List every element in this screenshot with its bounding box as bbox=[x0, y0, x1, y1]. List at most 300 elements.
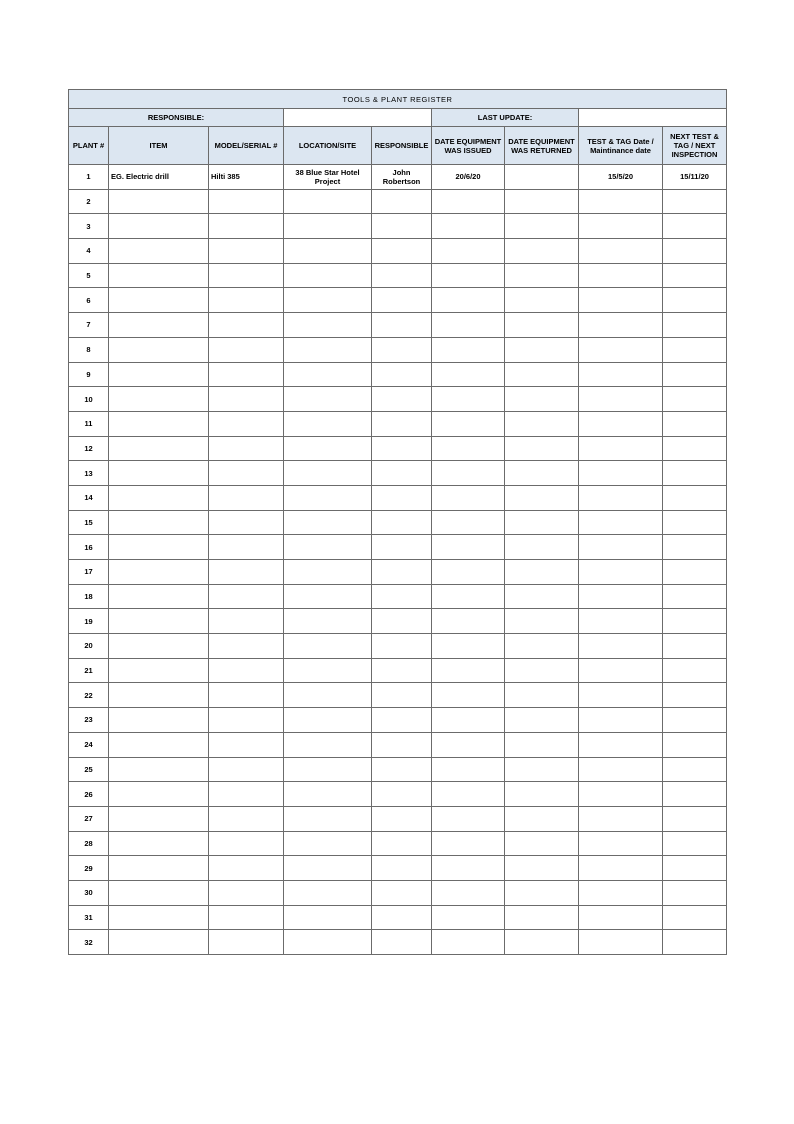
date-issued-cell[interactable] bbox=[432, 313, 505, 338]
next-inspection-cell[interactable] bbox=[663, 485, 727, 510]
test-tag-date-cell[interactable] bbox=[579, 806, 663, 831]
item-cell[interactable] bbox=[109, 831, 209, 856]
location-site-cell[interactable] bbox=[284, 387, 372, 412]
next-inspection-cell[interactable] bbox=[663, 584, 727, 609]
date-returned-cell[interactable] bbox=[505, 510, 579, 535]
table-row bbox=[69, 436, 727, 461]
item-cell[interactable] bbox=[109, 288, 209, 313]
plant-number-cell: 5 bbox=[69, 263, 109, 288]
date-issued-cell[interactable] bbox=[432, 732, 505, 757]
date-returned-cell[interactable] bbox=[505, 239, 579, 264]
model-serial-cell[interactable] bbox=[209, 856, 284, 881]
responsible-cell[interactable] bbox=[372, 288, 432, 313]
item-cell[interactable] bbox=[109, 658, 209, 683]
model-serial-cell[interactable] bbox=[209, 411, 284, 436]
model-serial-cell[interactable] bbox=[209, 461, 284, 486]
register-title: TOOLS & PLANT REGISTER bbox=[69, 90, 727, 109]
date-issued-cell[interactable] bbox=[432, 263, 505, 288]
column-header-date-returned: DATE EQUIPMENT WAS RETURNED bbox=[505, 127, 579, 165]
next-inspection-cell[interactable] bbox=[663, 313, 727, 338]
next-inspection-cell[interactable]: 15/11/20 bbox=[663, 165, 727, 190]
date-returned-cell[interactable] bbox=[505, 930, 579, 955]
item-cell[interactable] bbox=[109, 411, 209, 436]
plant-number-cell: 15 bbox=[69, 510, 109, 535]
test-tag-date-cell[interactable] bbox=[579, 362, 663, 387]
date-returned-cell[interactable] bbox=[505, 831, 579, 856]
responsible-cell[interactable] bbox=[372, 880, 432, 905]
date-issued-cell[interactable] bbox=[432, 806, 505, 831]
date-returned-cell[interactable] bbox=[505, 313, 579, 338]
test-tag-date-cell[interactable] bbox=[579, 288, 663, 313]
item-cell[interactable] bbox=[109, 609, 209, 634]
test-tag-date-cell[interactable] bbox=[579, 436, 663, 461]
date-issued-cell[interactable] bbox=[432, 387, 505, 412]
responsible-cell[interactable] bbox=[372, 362, 432, 387]
date-issued-cell[interactable] bbox=[432, 880, 505, 905]
date-returned-cell[interactable] bbox=[505, 658, 579, 683]
item-cell[interactable]: EG. Electric drill bbox=[109, 165, 209, 190]
date-issued-cell[interactable] bbox=[432, 239, 505, 264]
model-serial-cell[interactable] bbox=[209, 708, 284, 733]
next-inspection-cell[interactable] bbox=[663, 288, 727, 313]
model-serial-cell[interactable] bbox=[209, 831, 284, 856]
responsible-cell[interactable] bbox=[372, 461, 432, 486]
plant-number-cell: 26 bbox=[69, 782, 109, 807]
location-site-cell[interactable] bbox=[284, 535, 372, 560]
location-site-cell[interactable] bbox=[284, 560, 372, 585]
responsible-cell[interactable]: John Robertson bbox=[372, 165, 432, 190]
responsible-cell[interactable] bbox=[372, 609, 432, 634]
table-row bbox=[69, 831, 727, 856]
responsible-cell[interactable] bbox=[372, 708, 432, 733]
test-tag-date-cell[interactable] bbox=[579, 337, 663, 362]
plant-number-cell: 6 bbox=[69, 288, 109, 313]
model-serial-cell[interactable] bbox=[209, 189, 284, 214]
next-inspection-cell[interactable] bbox=[663, 930, 727, 955]
date-returned-cell[interactable] bbox=[505, 683, 579, 708]
model-serial-cell[interactable] bbox=[209, 288, 284, 313]
model-serial-cell[interactable] bbox=[209, 658, 284, 683]
table-row bbox=[69, 609, 727, 634]
plant-number-cell: 22 bbox=[69, 683, 109, 708]
model-serial-cell[interactable]: Hilti 385 bbox=[209, 165, 284, 190]
location-site-cell[interactable] bbox=[284, 288, 372, 313]
date-returned-cell[interactable] bbox=[505, 263, 579, 288]
next-inspection-cell[interactable] bbox=[663, 189, 727, 214]
model-serial-cell[interactable] bbox=[209, 362, 284, 387]
date-returned-cell[interactable] bbox=[505, 535, 579, 560]
model-serial-cell[interactable] bbox=[209, 806, 284, 831]
responsible-cell[interactable] bbox=[372, 436, 432, 461]
next-inspection-cell[interactable] bbox=[663, 411, 727, 436]
test-tag-date-cell[interactable] bbox=[579, 510, 663, 535]
next-inspection-cell[interactable] bbox=[663, 658, 727, 683]
next-inspection-cell[interactable] bbox=[663, 387, 727, 412]
item-cell[interactable] bbox=[109, 782, 209, 807]
next-inspection-cell[interactable] bbox=[663, 239, 727, 264]
item-cell[interactable] bbox=[109, 584, 209, 609]
date-returned-cell[interactable] bbox=[505, 609, 579, 634]
next-inspection-cell[interactable] bbox=[663, 436, 727, 461]
test-tag-date-cell[interactable] bbox=[579, 461, 663, 486]
date-returned-cell[interactable] bbox=[505, 165, 579, 190]
model-serial-cell[interactable] bbox=[209, 337, 284, 362]
date-issued-cell[interactable] bbox=[432, 485, 505, 510]
item-cell[interactable] bbox=[109, 560, 209, 585]
date-issued-cell[interactable] bbox=[432, 461, 505, 486]
location-site-cell[interactable] bbox=[284, 634, 372, 659]
test-tag-date-cell[interactable] bbox=[579, 683, 663, 708]
date-returned-cell[interactable] bbox=[505, 214, 579, 239]
test-tag-date-cell[interactable]: 15/5/20 bbox=[579, 165, 663, 190]
location-site-cell[interactable] bbox=[284, 609, 372, 634]
test-tag-date-cell[interactable] bbox=[579, 560, 663, 585]
location-site-cell[interactable] bbox=[284, 757, 372, 782]
next-inspection-cell[interactable] bbox=[663, 831, 727, 856]
responsible-cell[interactable] bbox=[372, 634, 432, 659]
location-site-cell[interactable] bbox=[284, 831, 372, 856]
next-inspection-cell[interactable] bbox=[663, 214, 727, 239]
plant-number-cell: 3 bbox=[69, 214, 109, 239]
responsible-cell[interactable] bbox=[372, 337, 432, 362]
location-site-cell[interactable] bbox=[284, 239, 372, 264]
location-site-cell[interactable] bbox=[284, 905, 372, 930]
date-issued-cell[interactable] bbox=[432, 362, 505, 387]
test-tag-date-cell[interactable] bbox=[579, 313, 663, 338]
model-serial-cell[interactable] bbox=[209, 387, 284, 412]
test-tag-date-cell[interactable] bbox=[579, 189, 663, 214]
date-returned-cell[interactable] bbox=[505, 732, 579, 757]
responsible-cell[interactable] bbox=[372, 683, 432, 708]
date-issued-cell[interactable] bbox=[432, 831, 505, 856]
responsible-cell[interactable] bbox=[372, 411, 432, 436]
date-returned-cell[interactable] bbox=[505, 905, 579, 930]
test-tag-date-cell[interactable] bbox=[579, 732, 663, 757]
location-site-cell[interactable] bbox=[284, 337, 372, 362]
responsible-cell[interactable] bbox=[372, 313, 432, 338]
item-cell[interactable] bbox=[109, 313, 209, 338]
test-tag-date-cell[interactable] bbox=[579, 387, 663, 412]
date-returned-cell[interactable] bbox=[505, 436, 579, 461]
date-returned-cell[interactable] bbox=[505, 189, 579, 214]
location-site-cell[interactable] bbox=[284, 263, 372, 288]
date-returned-cell[interactable] bbox=[505, 337, 579, 362]
test-tag-date-cell[interactable] bbox=[579, 757, 663, 782]
item-cell[interactable] bbox=[109, 214, 209, 239]
date-issued-cell[interactable] bbox=[432, 560, 505, 585]
column-header-test-tag-date: TEST & TAG Date / Maintinance date bbox=[579, 127, 663, 165]
item-cell[interactable] bbox=[109, 732, 209, 757]
date-issued-cell[interactable] bbox=[432, 609, 505, 634]
column-header-plant: PLANT # bbox=[69, 127, 109, 165]
item-cell[interactable] bbox=[109, 510, 209, 535]
model-serial-cell[interactable] bbox=[209, 683, 284, 708]
location-site-cell[interactable] bbox=[284, 658, 372, 683]
responsible-cell[interactable] bbox=[372, 782, 432, 807]
date-returned-cell[interactable] bbox=[505, 708, 579, 733]
date-returned-cell[interactable] bbox=[505, 584, 579, 609]
item-cell[interactable] bbox=[109, 930, 209, 955]
location-site-cell[interactable] bbox=[284, 930, 372, 955]
plant-number-cell: 17 bbox=[69, 560, 109, 585]
test-tag-date-cell[interactable] bbox=[579, 930, 663, 955]
table-row bbox=[69, 658, 727, 683]
test-tag-date-cell[interactable] bbox=[579, 411, 663, 436]
next-inspection-cell[interactable] bbox=[663, 362, 727, 387]
next-inspection-cell[interactable] bbox=[663, 905, 727, 930]
model-serial-cell[interactable] bbox=[209, 560, 284, 585]
table-row bbox=[69, 634, 727, 659]
responsible-cell[interactable] bbox=[372, 560, 432, 585]
table-row bbox=[69, 362, 727, 387]
next-inspection-cell[interactable] bbox=[663, 782, 727, 807]
responsible-cell[interactable] bbox=[372, 485, 432, 510]
location-site-cell[interactable] bbox=[284, 732, 372, 757]
date-returned-cell[interactable] bbox=[505, 362, 579, 387]
item-cell[interactable] bbox=[109, 387, 209, 412]
last-update-field[interactable] bbox=[579, 109, 727, 127]
next-inspection-cell[interactable] bbox=[663, 806, 727, 831]
test-tag-date-cell[interactable] bbox=[579, 239, 663, 264]
item-cell[interactable] bbox=[109, 535, 209, 560]
model-serial-cell[interactable] bbox=[209, 239, 284, 264]
plant-number-cell: 14 bbox=[69, 485, 109, 510]
test-tag-date-cell[interactable] bbox=[579, 905, 663, 930]
item-cell[interactable] bbox=[109, 485, 209, 510]
model-serial-cell[interactable] bbox=[209, 732, 284, 757]
test-tag-date-cell[interactable] bbox=[579, 584, 663, 609]
test-tag-date-cell[interactable] bbox=[579, 658, 663, 683]
location-site-cell[interactable] bbox=[284, 708, 372, 733]
date-issued-cell[interactable] bbox=[432, 782, 505, 807]
location-site-cell[interactable] bbox=[284, 856, 372, 881]
location-site-cell[interactable] bbox=[284, 584, 372, 609]
date-issued-cell[interactable] bbox=[432, 905, 505, 930]
last-update-label: LAST UPDATE: bbox=[432, 109, 579, 127]
date-issued-cell[interactable] bbox=[432, 535, 505, 560]
item-cell[interactable] bbox=[109, 436, 209, 461]
test-tag-date-cell[interactable] bbox=[579, 856, 663, 881]
date-issued-cell[interactable] bbox=[432, 189, 505, 214]
item-cell[interactable] bbox=[109, 461, 209, 486]
tools-plant-register-table bbox=[68, 89, 727, 955]
date-issued-cell[interactable] bbox=[432, 510, 505, 535]
next-inspection-cell[interactable] bbox=[663, 263, 727, 288]
date-issued-cell[interactable]: 20/6/20 bbox=[432, 165, 505, 190]
responsible-cell[interactable] bbox=[372, 189, 432, 214]
plant-number-cell: 1 bbox=[69, 165, 109, 190]
next-inspection-cell[interactable] bbox=[663, 732, 727, 757]
model-serial-cell[interactable] bbox=[209, 757, 284, 782]
location-site-cell[interactable] bbox=[284, 782, 372, 807]
responsible-cell[interactable] bbox=[372, 263, 432, 288]
location-site-cell[interactable] bbox=[284, 313, 372, 338]
model-serial-cell[interactable] bbox=[209, 535, 284, 560]
location-site-cell[interactable] bbox=[284, 436, 372, 461]
table-row bbox=[69, 239, 727, 264]
item-cell[interactable] bbox=[109, 263, 209, 288]
location-site-cell[interactable]: 38 Blue Star Hotel Project bbox=[284, 165, 372, 190]
item-cell[interactable] bbox=[109, 683, 209, 708]
date-issued-cell[interactable] bbox=[432, 214, 505, 239]
item-cell[interactable] bbox=[109, 880, 209, 905]
date-issued-cell[interactable] bbox=[432, 658, 505, 683]
plant-number-cell: 4 bbox=[69, 239, 109, 264]
item-cell[interactable] bbox=[109, 337, 209, 362]
date-returned-cell[interactable] bbox=[505, 560, 579, 585]
next-inspection-cell[interactable] bbox=[663, 560, 727, 585]
location-site-cell[interactable] bbox=[284, 189, 372, 214]
item-cell[interactable] bbox=[109, 757, 209, 782]
model-serial-cell[interactable] bbox=[209, 263, 284, 288]
table-row bbox=[69, 387, 727, 412]
responsible-cell[interactable] bbox=[372, 658, 432, 683]
test-tag-date-cell[interactable] bbox=[579, 214, 663, 239]
plant-number-cell: 21 bbox=[69, 658, 109, 683]
next-inspection-cell[interactable] bbox=[663, 609, 727, 634]
responsible-cell[interactable] bbox=[372, 510, 432, 535]
next-inspection-cell[interactable] bbox=[663, 535, 727, 560]
responsible-cell[interactable] bbox=[372, 584, 432, 609]
test-tag-date-cell[interactable] bbox=[579, 485, 663, 510]
date-returned-cell[interactable] bbox=[505, 880, 579, 905]
plant-number-cell: 9 bbox=[69, 362, 109, 387]
plant-number-cell: 31 bbox=[69, 905, 109, 930]
test-tag-date-cell[interactable] bbox=[579, 609, 663, 634]
responsible-cell[interactable] bbox=[372, 732, 432, 757]
model-serial-cell[interactable] bbox=[209, 880, 284, 905]
plant-number-cell: 11 bbox=[69, 411, 109, 436]
date-issued-cell[interactable] bbox=[432, 856, 505, 881]
item-cell[interactable] bbox=[109, 239, 209, 264]
table-row bbox=[69, 165, 727, 190]
responsible-cell[interactable] bbox=[372, 387, 432, 412]
table-row bbox=[69, 411, 727, 436]
responsible-cell[interactable] bbox=[372, 214, 432, 239]
test-tag-date-cell[interactable] bbox=[579, 708, 663, 733]
location-site-cell[interactable] bbox=[284, 214, 372, 239]
location-site-cell[interactable] bbox=[284, 411, 372, 436]
date-returned-cell[interactable] bbox=[505, 288, 579, 313]
column-header-next-inspection: NEXT TEST & TAG / NEXT INSPECTION bbox=[663, 127, 727, 165]
date-issued-cell[interactable] bbox=[432, 584, 505, 609]
location-site-cell[interactable] bbox=[284, 461, 372, 486]
responsible-cell[interactable] bbox=[372, 930, 432, 955]
item-cell[interactable] bbox=[109, 189, 209, 214]
table-row bbox=[69, 337, 727, 362]
model-serial-cell[interactable] bbox=[209, 609, 284, 634]
date-returned-cell[interactable] bbox=[505, 856, 579, 881]
plant-number-cell: 8 bbox=[69, 337, 109, 362]
plant-number-cell: 2 bbox=[69, 189, 109, 214]
date-issued-cell[interactable] bbox=[432, 436, 505, 461]
responsible-cell[interactable] bbox=[372, 905, 432, 930]
model-serial-cell[interactable] bbox=[209, 584, 284, 609]
date-issued-cell[interactable] bbox=[432, 634, 505, 659]
location-site-cell[interactable] bbox=[284, 362, 372, 387]
date-issued-cell[interactable] bbox=[432, 411, 505, 436]
test-tag-date-cell[interactable] bbox=[579, 263, 663, 288]
date-issued-cell[interactable] bbox=[432, 288, 505, 313]
test-tag-date-cell[interactable] bbox=[579, 535, 663, 560]
location-site-cell[interactable] bbox=[284, 683, 372, 708]
location-site-cell[interactable] bbox=[284, 510, 372, 535]
date-returned-cell[interactable] bbox=[505, 411, 579, 436]
responsible-cell[interactable] bbox=[372, 535, 432, 560]
location-site-cell[interactable] bbox=[284, 806, 372, 831]
next-inspection-cell[interactable] bbox=[663, 708, 727, 733]
item-cell[interactable] bbox=[109, 634, 209, 659]
next-inspection-cell[interactable] bbox=[663, 337, 727, 362]
next-inspection-cell[interactable] bbox=[663, 683, 727, 708]
location-site-cell[interactable] bbox=[284, 880, 372, 905]
table-row bbox=[69, 708, 727, 733]
responsible-cell[interactable] bbox=[372, 757, 432, 782]
model-serial-cell[interactable] bbox=[209, 214, 284, 239]
next-inspection-cell[interactable] bbox=[663, 634, 727, 659]
item-cell[interactable] bbox=[109, 856, 209, 881]
date-returned-cell[interactable] bbox=[505, 485, 579, 510]
date-returned-cell[interactable] bbox=[505, 806, 579, 831]
date-returned-cell[interactable] bbox=[505, 461, 579, 486]
plant-number-cell: 25 bbox=[69, 757, 109, 782]
model-serial-cell[interactable] bbox=[209, 782, 284, 807]
next-inspection-cell[interactable] bbox=[663, 856, 727, 881]
model-serial-cell[interactable] bbox=[209, 436, 284, 461]
plant-number-cell: 27 bbox=[69, 806, 109, 831]
model-serial-cell[interactable] bbox=[209, 905, 284, 930]
next-inspection-cell[interactable] bbox=[663, 880, 727, 905]
model-serial-cell[interactable] bbox=[209, 634, 284, 659]
test-tag-date-cell[interactable] bbox=[579, 634, 663, 659]
table-row bbox=[69, 782, 727, 807]
item-cell[interactable] bbox=[109, 806, 209, 831]
date-returned-cell[interactable] bbox=[505, 387, 579, 412]
date-issued-cell[interactable] bbox=[432, 337, 505, 362]
responsible-cell[interactable] bbox=[372, 239, 432, 264]
item-cell[interactable] bbox=[109, 362, 209, 387]
plant-number-cell: 29 bbox=[69, 856, 109, 881]
test-tag-date-cell[interactable] bbox=[579, 880, 663, 905]
responsible-field[interactable] bbox=[284, 109, 432, 127]
responsible-cell[interactable] bbox=[372, 806, 432, 831]
model-serial-cell[interactable] bbox=[209, 930, 284, 955]
responsible-cell[interactable] bbox=[372, 831, 432, 856]
test-tag-date-cell[interactable] bbox=[579, 831, 663, 856]
date-issued-cell[interactable] bbox=[432, 683, 505, 708]
date-issued-cell[interactable] bbox=[432, 708, 505, 733]
next-inspection-cell[interactable] bbox=[663, 757, 727, 782]
table-row bbox=[69, 560, 727, 585]
date-issued-cell[interactable] bbox=[432, 930, 505, 955]
model-serial-cell[interactable] bbox=[209, 485, 284, 510]
item-cell[interactable] bbox=[109, 905, 209, 930]
responsible-cell[interactable] bbox=[372, 856, 432, 881]
model-serial-cell[interactable] bbox=[209, 510, 284, 535]
model-serial-cell[interactable] bbox=[209, 313, 284, 338]
item-cell[interactable] bbox=[109, 708, 209, 733]
next-inspection-cell[interactable] bbox=[663, 461, 727, 486]
date-issued-cell[interactable] bbox=[432, 757, 505, 782]
date-returned-cell[interactable] bbox=[505, 634, 579, 659]
date-returned-cell[interactable] bbox=[505, 782, 579, 807]
table-row bbox=[69, 683, 727, 708]
test-tag-date-cell[interactable] bbox=[579, 782, 663, 807]
plant-number-cell: 28 bbox=[69, 831, 109, 856]
next-inspection-cell[interactable] bbox=[663, 510, 727, 535]
location-site-cell[interactable] bbox=[284, 485, 372, 510]
date-returned-cell[interactable] bbox=[505, 757, 579, 782]
